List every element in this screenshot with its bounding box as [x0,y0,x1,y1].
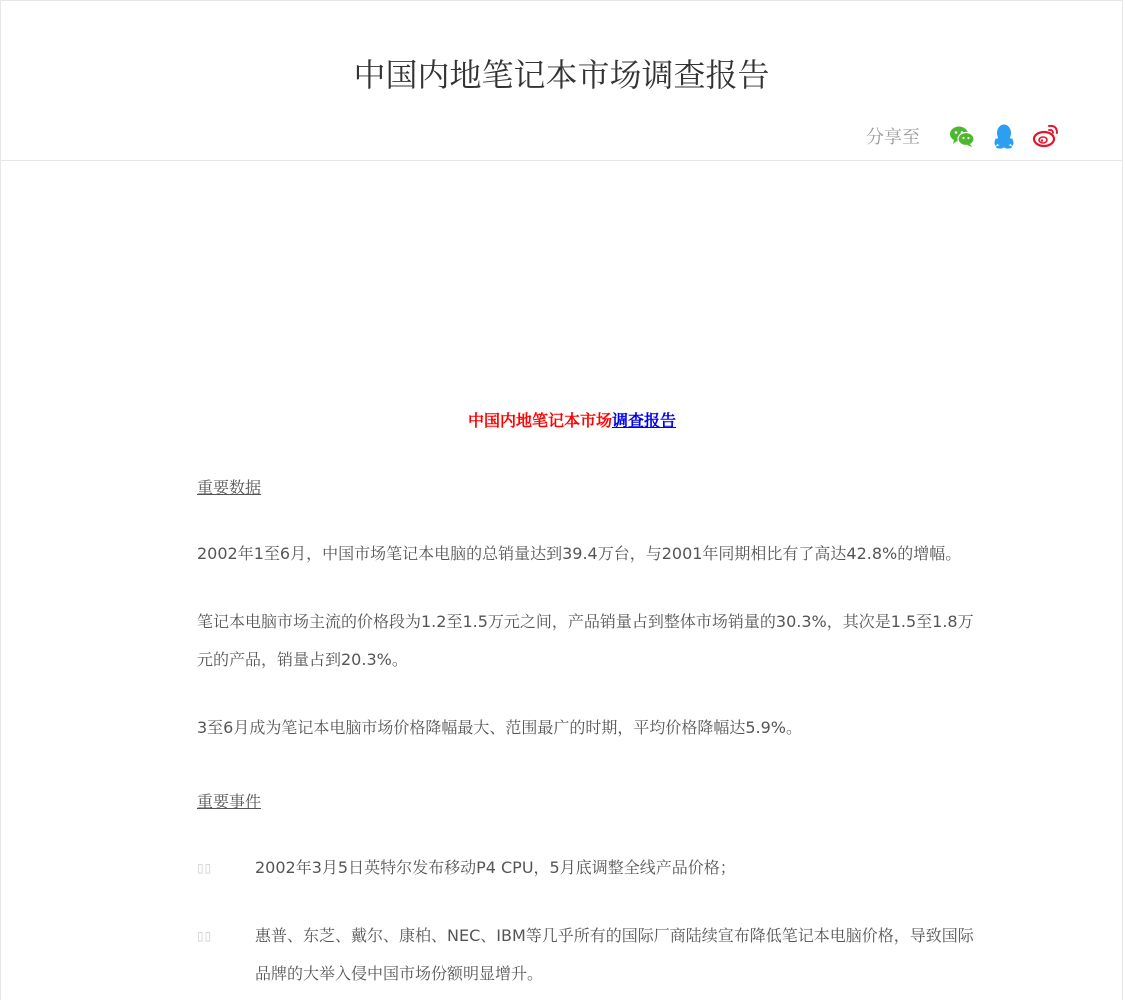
article-body [197,161,977,993]
event-text: 惠普、东芝、戴尔、康柏、NEC、IBM等几乎所有的国际厂商陆续宣布降低笔记本电脑价格，导致国际品牌的大举入侵中国市场份额明显增升。 [255,926,974,983]
share-label: 分享至 [866,127,920,148]
qq-penguin-icon[interactable] [990,122,1018,150]
paragraph-price-range: 笔记本电脑市场主流的价格段为1.2至1.5万元之间，产品销量占到整体市场销量的30.3%，其次是1.5至1.8万元的产品，销量占到20.3%。 [197,612,974,669]
paragraph-price-drop: 3至6月成为笔记本电脑市场价格降幅最大、范围最广的时期，平均价格降幅达5.9%。 [197,718,803,737]
event-text: 2002年3月5日英特尔发布移动P4 CPU，5月底调整全线产品价格； [255,858,736,877]
list-item [197,917,977,993]
report-heading-link[interactable]: 调查报告 [612,411,677,430]
page-title: 中国内地笔记本市场调查报告 [353,56,770,94]
list-bullet-icon: ▯▯ [197,861,213,875]
weibo-icon[interactable] [1032,122,1060,150]
report-heading-text: 中国内地笔记本市场 [467,411,612,430]
list-item [197,849,977,887]
share-bar [866,121,1060,151]
wechat-icon[interactable] [948,122,976,150]
section-label-important-events: 重要事件 [197,792,262,811]
section-label-important-data: 重要数据 [197,478,262,497]
article-header [1,1,1122,161]
list-bullet-icon: ▯▯ [197,929,213,943]
paragraph-sales-total: 2002年1至6月，中国市场笔记本电脑的总销量达到39.4万台，与2001年同期相比有了高达42.8%的增幅。 [197,544,962,563]
report-heading [167,409,977,433]
